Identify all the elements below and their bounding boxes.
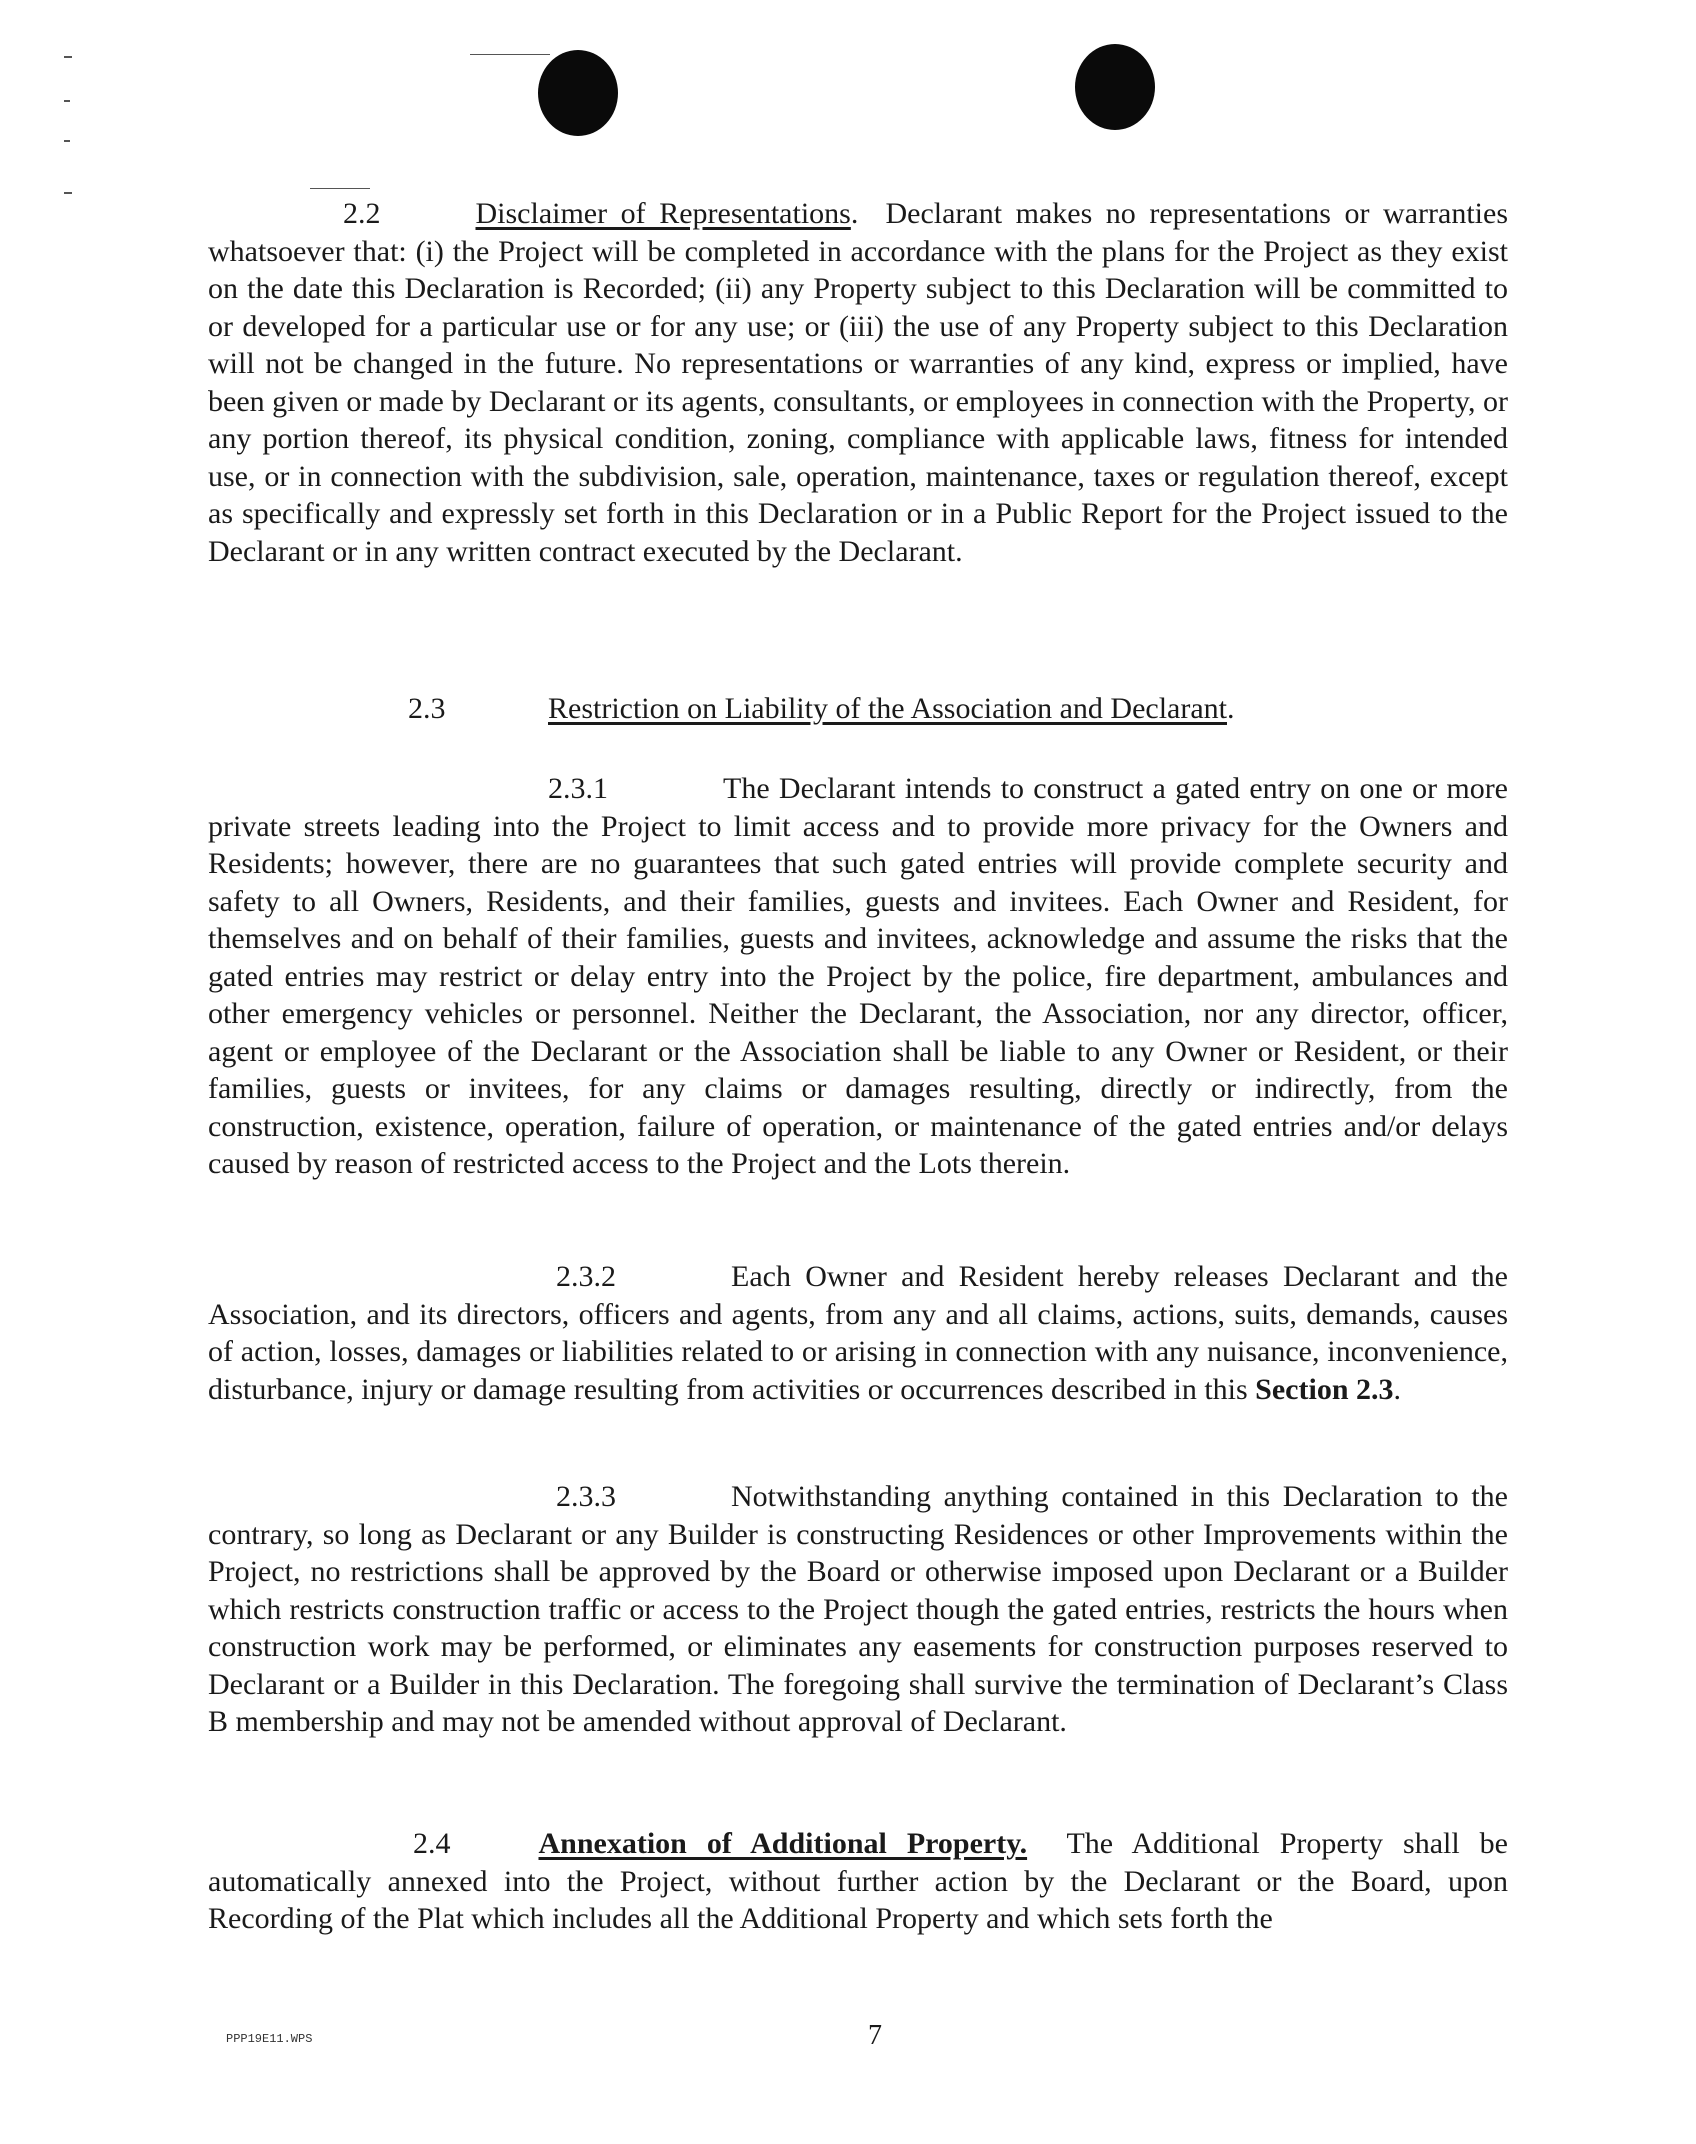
scan-speck bbox=[64, 56, 72, 58]
scan-speck bbox=[64, 100, 70, 102]
section-2-2 bbox=[208, 195, 1508, 570]
page-number: 7 bbox=[868, 2020, 882, 2051]
scan-speck bbox=[64, 140, 70, 142]
section-heading: Annexation of Additional Property. bbox=[538, 1827, 1028, 1860]
section-text: Declarant makes no representations or warranties whatsoever that: (i) the Project will be completed in accordance with the plans for the Project as they exist on the date this Declaration is Recorded; (ii) any Property subject to this Declaration will be committed to or developed for a particular use or for any use; or (iii) the use of any Property subject to this Declaration will not be changed in the future. No representations or warranties of any kind, express or implied, have been given or made by Declarant or its agents, consultants, or employees in connection with the Property, or any portion thereof, its physical condition, zoning, compliance with applicable laws, fitness for intended use, or in connection with the subdivision, sale, operation, maintenance, taxes or regulation thereof, except as specifically and expressly set forth in this Declaration or in a Public Report for the Project issued to the Declarant or in any written contract executed by the Declarant. bbox=[208, 197, 1508, 568]
section-2-3-2 bbox=[208, 1258, 1508, 1408]
subsection-number: 2.3.3 bbox=[556, 1480, 616, 1513]
subsection-text: The Declarant intends to construct a gated entry on one or more private streets leading into the Project to limit access and to provide more privacy for the Owners and Residents; however, there are no guarantees that such gated entries will provide complete security and safety to all Owners, Residents, and their families, guests and invitees. Each Owner and Resident, for themselves and on behalf of their families, guests and invitees, acknowledge and assume the risks that the gated entries may restrict or delay entry into the Project by the police, fire department, ambulances and other emergency vehicles or personnel. Neither the Declarant, the Association, nor any director, officer, agent or employee of the Declarant or the Association shall be liable to any Owner or Resident, or their families, guests or invitees, for any claims or damages resulting, directly or indirectly, from the construction, existence, operation, failure of operation, or maintenance of the gated entries and/or delays caused by reason of restricted access to the Project and the Lots therein. bbox=[208, 772, 1508, 1180]
section-number: 2.3 bbox=[408, 692, 446, 725]
subsection-text: Each Owner and Resident hereby releases Declarant and the Association, and its directors, officers and agents, from any and all claims, actions, suits, demands, causes of action, losses, damages or liabilities related to or arising in connection with any nuisance, inconvenience, disturbance, injury or damage resulting from activities or occurrences described in this bbox=[208, 1260, 1508, 1406]
document-file-id: PPP19E11.WPS bbox=[226, 2032, 313, 2046]
section-2-3-1-paragraph bbox=[208, 770, 1508, 1183]
scan-speck bbox=[64, 192, 72, 194]
section-number: 2.4 bbox=[413, 1827, 451, 1860]
section-2-3-3-paragraph bbox=[208, 1478, 1508, 1741]
section-2-4-paragraph bbox=[208, 1825, 1508, 1938]
section-heading: Restriction on Liability of the Association and Declarant bbox=[548, 692, 1227, 725]
punch-hole-right bbox=[1075, 44, 1155, 130]
section-heading: Disclaimer of Representations bbox=[475, 197, 851, 230]
section-2-2-paragraph bbox=[208, 195, 1508, 570]
section-2-3-2-paragraph bbox=[208, 1258, 1508, 1408]
scan-speck bbox=[310, 188, 370, 189]
punch-hole-left bbox=[538, 50, 618, 136]
section-text: The Additional Property shall be automatically annexed into the Project, without further action by the Declarant or the Board, upon Recording of the Plat which includes all the Additional Property and which sets forth the bbox=[208, 1827, 1508, 1935]
section-2-4 bbox=[208, 1825, 1508, 1938]
heading-punctuation: . bbox=[850, 197, 859, 230]
section-number: 2.2 bbox=[343, 197, 381, 230]
subsection-number: 2.3.2 bbox=[556, 1260, 616, 1293]
section-2-3-3 bbox=[208, 1478, 1508, 1741]
section-2-3-1 bbox=[208, 770, 1508, 1183]
section-2-3-heading bbox=[408, 690, 1235, 728]
heading-punctuation: . bbox=[1227, 692, 1235, 725]
scan-speck bbox=[470, 54, 550, 55]
subsection-text-end: . bbox=[1393, 1372, 1401, 1406]
section-reference: Section 2.3 bbox=[1255, 1372, 1394, 1406]
subsection-number: 2.3.1 bbox=[548, 772, 608, 805]
subsection-text: Notwithstanding anything contained in this Declaration to the contrary, so long as Declarant or any Builder is constructing Residences or other Improvements within the Project, no restrictions shall be approved by the Board or otherwise imposed upon Declarant or a Builder which restricts construction traffic or access to the Project though the gated entries, restricts the hours when construction work may be performed, or eliminates any easements for construction purposes reserved to Declarant or a Builder in this Declaration. The foregoing shall survive the termination of Declarant’s Class B membership and may not be amended without approval of Declarant. bbox=[208, 1480, 1508, 1738]
